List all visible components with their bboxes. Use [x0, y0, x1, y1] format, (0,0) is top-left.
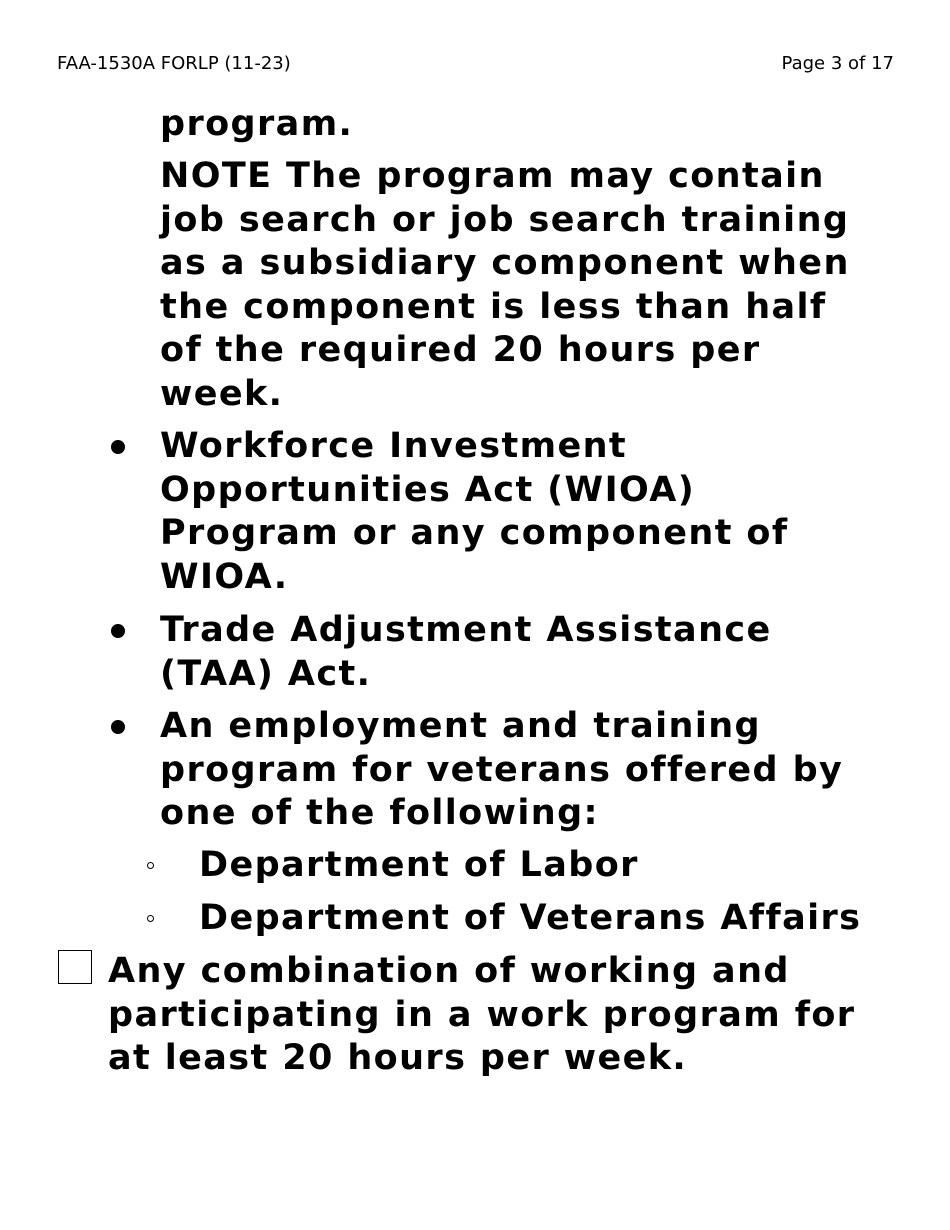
text-line: Department of Labor — [199, 845, 639, 885]
text-line: Program or any component of — [160, 513, 789, 553]
hollow-bullet-icon — [147, 862, 154, 869]
note-paragraph — [160, 155, 850, 416]
text-line: program. — [160, 104, 354, 144]
page-number: Page 3 of 17 — [781, 53, 894, 74]
checkbox-label — [108, 950, 855, 1081]
text-line: one of the following: — [160, 793, 599, 833]
text-line: WIOA. — [160, 556, 289, 597]
bullet-icon — [111, 624, 125, 638]
text-line: program for veterans offered by — [160, 749, 844, 790]
hollow-bullet-icon — [147, 915, 154, 922]
sub-bullet-item — [199, 897, 861, 941]
bullet-item-taa — [160, 609, 772, 696]
text-line: the component is less than half — [160, 286, 827, 327]
text-line: Workforce Investment — [160, 426, 628, 466]
text-line: Any combination of working and — [108, 951, 790, 991]
bullet-icon — [111, 720, 125, 734]
text-line: (TAA) Act. — [160, 653, 372, 694]
continuation-text — [160, 103, 353, 147]
sub-bullet-item — [199, 844, 639, 888]
bullet-icon — [111, 440, 125, 454]
text-line: week. — [160, 373, 284, 414]
combination-checkbox[interactable] — [58, 950, 92, 984]
form-id: FAA-1530A FORLP (11-23) — [57, 53, 291, 74]
text-line: at least 20 hours per week. — [108, 1038, 688, 1078]
text-line: job search or job search training — [160, 199, 850, 240]
bullet-item-veterans — [160, 705, 843, 836]
text-line: An employment and training — [160, 706, 762, 746]
bullet-item-wioa — [160, 425, 789, 599]
text-line: of the required 20 hours per — [160, 330, 761, 370]
text-line: as a subsidiary component when — [160, 243, 850, 283]
text-line: Department of Veterans Affairs — [199, 898, 862, 938]
text-line: NOTE The program may contain — [160, 156, 825, 196]
text-line: Trade Adjustment Assistance — [160, 610, 772, 650]
text-line: Opportunities Act (WIOA) — [160, 469, 696, 510]
text-line: participating in a work program for — [108, 994, 856, 1035]
